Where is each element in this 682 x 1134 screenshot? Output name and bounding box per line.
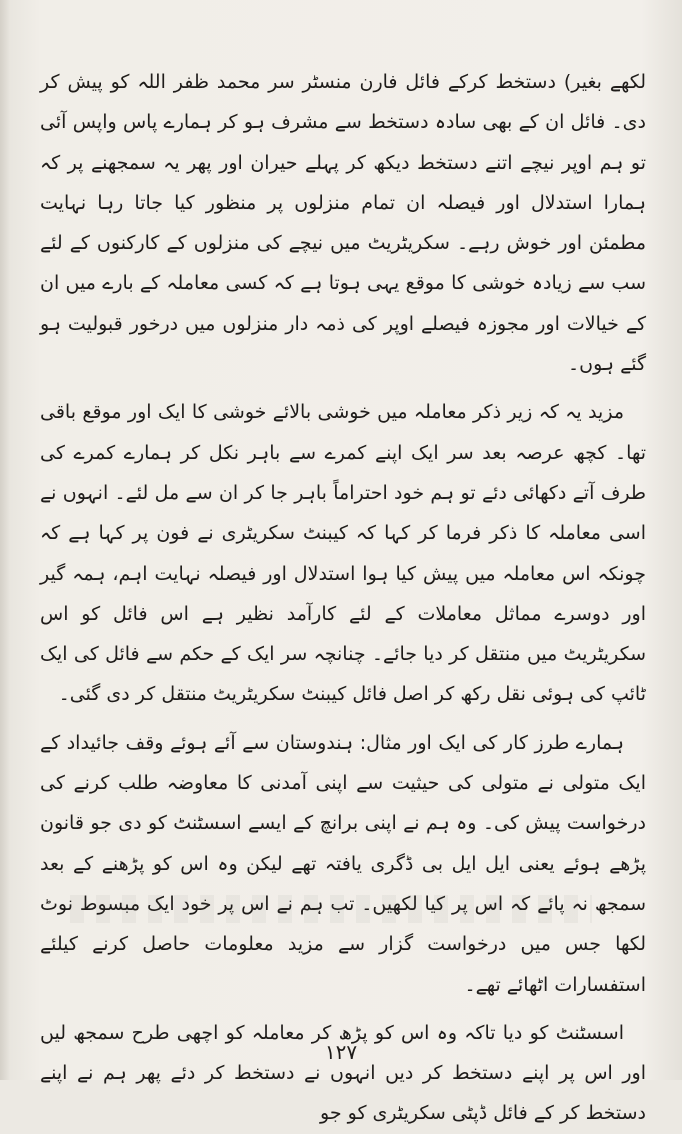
show-through-texture	[70, 895, 592, 923]
page-body-text	[40, 62, 646, 1134]
paragraph-1: لکھے بغیر) دستخط کرکے فائل فارن منسٹر سر محمد ظفر اللہ کو پیش کر دی۔ فائل ان کے بھی سادہ دستخط سے مشرف ہو کر ہمارے پاس واپس آئی تو ہم اوپر نیچے اتنے دستخط دیکھ کر پہلے حیران اور پھر یہ سمجھنے پر کہ ہمارا استدلال اور فیصلہ ان تمام منزلوں پر منظور کیا جاتا رہا نہایت مطمئن اور خوش رہے۔ سکریٹریٹ میں نیچے کی منزلوں کے کارکنوں کے لئے سب سے زیادہ خوشی کا موقع یہی ہوتا ہے کہ کسی معاملہ کے بارے میں ان کے خیالات اور مجوزہ فیصلے اوپر کی ذمہ دار منزلوں میں درخور قبولیت ہو گئے ہوں۔	[40, 71, 646, 376]
paragraph-4: اسسٹنٹ کو دیا تاکہ وہ اس کو پڑھ کر معاملہ کو اچھی طرح سمجھ لیں اور اس پر اپنے دستخط کر دیں انہوں نے دستخط کر دئے پھر ہم نے اپنے دستخط کر کے فائل ڈپٹی سکریٹری کو جو	[40, 1021, 646, 1125]
paragraph-2: مزید یہ کہ زیر ذکر معاملہ میں خوشی بالائے خوشی کا ایک اور موقع باقی تھا۔ کچھ عرصہ بعد سر ایک اپنے کمرے سے باہر نکل کر ہمارے کمرے کی طرف آتے دکھائی دئے تو ہم خود احتراماً باہر جا کر ان سے مل لئے۔ انہوں نے اسی معاملہ کا ذکر فرما کر کہا کہ کیبنٹ سکریٹری نے فون پر کہا ہے کہ چونکہ اس معاملہ میں پیش کیا ہوا استدلال اور فیصلہ نہایت اہم، ہمہ گیر اور دوسرے مماثل معاملات کے لئے کارآمد نظیر ہے اس فائل کو اس سکریٹریٹ میں منتقل کر دیا جائے۔ چنانچہ سر ایک کے حکم سے فائل کی ایک ٹائپ کی ہوئی نقل رکھ کر اصل فائل کیبنٹ سکریٹریٹ منتقل کر دی گئی۔	[40, 401, 646, 706]
page-number: ١٢٧	[324, 1040, 358, 1064]
paragraph-3: ہمارے طرز کار کی ایک اور مثال: ہندوستان سے آئے ہوئے وقف جائیداد کے ایک متولی نے متولی کی حیثیت سے اپنی آمدنی کا معاوضہ طلب کرنے کی درخواست پیش کی۔ وہ ہم نے اپنی برانچ کے ایسے اسسٹنٹ کو دی جو قانون پڑھے ہوئے یعنی ایل ایل بی ڈگری یافتہ تھے لیکن وہ اس کو پڑھنے کے بعد سمجھ نہ پائے کہ اس پر کیا لکھیں۔ تب ہم نے اس پر خود ایک مبسوط نوٹ لکھا جس میں درخواست گزار سے مزید معلومات حاصل کرنے کیلئے استفسارات اٹھائے تھے۔	[40, 731, 646, 996]
page-gutter-shadow	[0, 0, 10, 1080]
